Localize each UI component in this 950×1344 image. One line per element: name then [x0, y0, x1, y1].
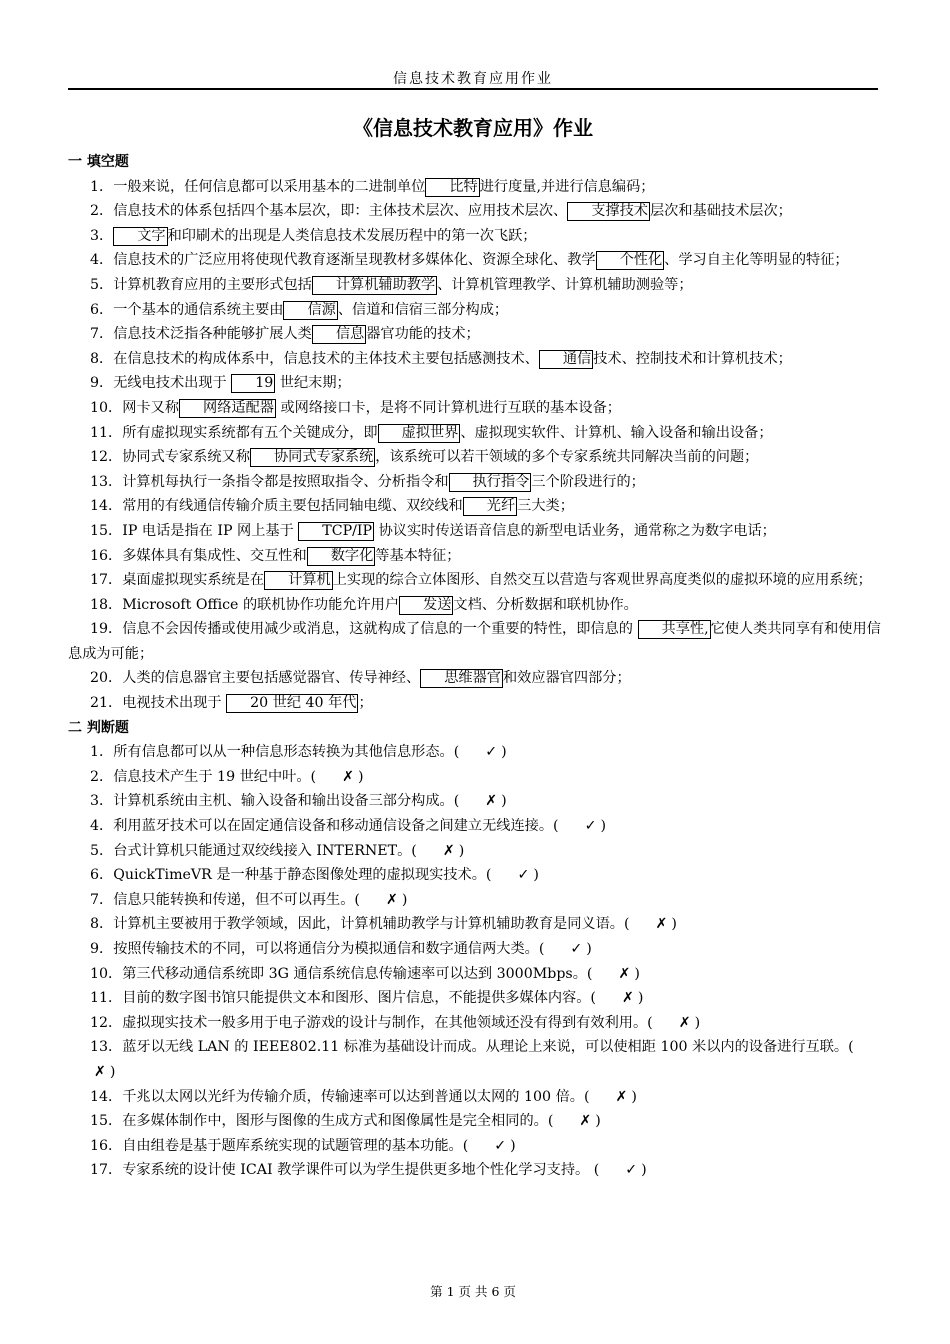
document-title: 《信息技术教育应用》作业	[353, 116, 593, 140]
answer-box: 光纤	[463, 497, 517, 516]
fill-in-item	[68, 445, 882, 470]
true-false-item	[68, 789, 882, 814]
question-text: 三大类；	[517, 498, 574, 515]
answer-box: 计算机	[264, 571, 333, 590]
question-text: 器官功能的技术；	[366, 326, 480, 343]
check-mark-icon: ✓	[485, 744, 498, 761]
answer-box: 执行指令	[449, 473, 532, 492]
cross-mark-icon: ✗	[94, 1063, 106, 1080]
cross-mark-icon: ✗	[579, 1113, 592, 1130]
answer-box: 虚拟世界	[378, 424, 461, 443]
fill-in-item	[68, 568, 882, 593]
true-false-item	[68, 1085, 882, 1110]
answer-box: 协同式专家系统	[250, 448, 375, 467]
statement-text: 9．按照传输技术的不同，可以将通信分为模拟通信和数字通信两大类。(	[90, 941, 545, 957]
true-false-list	[68, 740, 882, 1183]
fill-in-item	[68, 470, 882, 495]
question-text: 层次和基础技术层次；	[649, 203, 792, 220]
answer-box: 思维器官	[420, 669, 503, 688]
question-text: 3．	[90, 227, 114, 244]
statement-text: 16．自由组卷是基于题库系统实现的试题管理的基本功能。(	[90, 1137, 469, 1154]
question-text: 6．一个基本的通信系统主要由	[90, 301, 284, 318]
fill-in-item	[68, 396, 882, 421]
statement-close: )	[637, 990, 644, 1007]
true-false-item	[68, 912, 882, 937]
running-header: 信息技术教育应用作业	[393, 71, 553, 87]
statement-text: 8．计算机主要被用于教学领域，因此，计算机辅助教学与计算机辅助教育是同义语。(	[90, 916, 630, 933]
question-text: 13．计算机每执行一条指令都是按照取指令、分析指令和	[90, 473, 449, 490]
statement-text: 1．所有信息都可以从一种信息形态转换为其他信息形态。(	[90, 744, 460, 761]
cross-mark-icon: ✗	[621, 990, 634, 1007]
check-mark-icon: ✓	[570, 941, 583, 957]
statement-text: 13．蓝牙以无线 LAN 的 IEEE802.11 标准为基础设计而成。从理论上来说，可以使相距 100 米以内的设备进行互联。(	[90, 1039, 854, 1056]
fill-in-item	[68, 666, 882, 691]
question-text: 4．信息技术的广泛应用将使现代教育逐渐呈现教材多媒体化、资源全球化、教学	[90, 252, 596, 269]
statement-close: )	[641, 1162, 647, 1179]
question-text: 等基本特征；	[375, 547, 461, 564]
check-mark-icon: ✓	[584, 818, 597, 835]
answer-box: 20 世纪 40 年代	[226, 694, 358, 713]
true-false-item	[68, 765, 882, 790]
question-text: 19．信息不会因传播或使用减少或消息，这就构成了信息的一个重要的特性，即信息的	[90, 621, 638, 638]
question-text: 21．电视技术出现于	[90, 695, 227, 712]
statement-close: )	[600, 818, 607, 835]
fill-in-item	[68, 617, 882, 666]
question-text: 三个阶段进行的；	[531, 473, 645, 490]
section-heading-true-false: 二 判断题	[68, 719, 129, 736]
question-text: 5．计算机教育应用的主要形式包括	[90, 276, 312, 293]
fill-in-item	[68, 224, 882, 249]
cross-mark-icon: ✗	[615, 1088, 628, 1105]
fill-in-item	[68, 519, 882, 544]
check-mark-icon: ✓	[625, 1162, 638, 1179]
statement-text: 10．第三代移动通信系统即 3G 通信系统信息传输速率可以达到 3000Mbps。(	[90, 965, 593, 982]
statement-text: 3．计算机系统由主机、输入设备和输出设备三部分构成。(	[90, 793, 460, 810]
statement-close: )	[357, 768, 364, 785]
question-text: 2．信息技术的体系包括四个基本层次，即：主体技术层次、应用技术层次、	[90, 203, 568, 220]
statement-close: )	[586, 941, 592, 957]
answer-box: 共享性,	[638, 620, 711, 639]
question-text: 20．人类的信息器官主要包括感觉器官、传导神经、	[90, 670, 421, 687]
question-text: 文档、分析数据和联机协作。	[453, 596, 638, 613]
section-heading-fill-in: 一 填空题	[68, 154, 129, 170]
question-text: 和效应器官四部分；	[502, 670, 631, 687]
statement-text: 4．利用蓝牙技术可以在固定通信设备和移动通信设备之间建立无线连接。(	[90, 818, 559, 835]
question-text: 10．网卡又称	[90, 399, 179, 416]
cross-mark-icon: ✗	[618, 965, 631, 982]
statement-text: 7．信息只能转换和传递，但不可以再生。(	[90, 891, 360, 908]
true-false-item	[68, 1109, 882, 1134]
question-text: 和印刷术的出现是人类信息技术发展历程中的第一次飞跃；	[167, 227, 537, 244]
statement-close: )	[401, 891, 408, 908]
fill-in-item	[68, 593, 882, 618]
fill-in-item	[68, 199, 882, 224]
question-text: 1．一般来说，任何信息都可以采用基本的二进制单位	[90, 178, 426, 195]
answer-box: 数字化	[307, 547, 376, 566]
question-text: ，该系统可以若干领域的多个专家系统共同解决当前的问题；	[375, 449, 759, 466]
question-text: 15．IP 电话是指在 IP 网上基于	[90, 522, 299, 539]
answer-box: 比特	[425, 178, 479, 197]
true-false-item	[68, 986, 882, 1011]
header-rule	[68, 88, 878, 90]
fill-in-list	[68, 175, 882, 716]
question-text: 技术、控制技术和计算机技术；	[593, 350, 792, 367]
question-text: 14．常用的有线通信传输介质主要包括同轴电缆、双绞线和	[90, 498, 463, 515]
statement-text: 14．千兆以太网以光纤为传输介质，传输速率可以达到普通以太网的 100 倍。(	[90, 1088, 590, 1105]
answer-box: 19	[231, 374, 275, 393]
answer-box: 信源	[283, 301, 337, 320]
statement-close: )	[595, 1113, 601, 1130]
question-text: 世纪末期；	[275, 375, 351, 392]
statement-close: )	[501, 744, 507, 761]
statement-text: 6．QuickTimeVR 是一种基于静态图像处理的虚拟现实技术。(	[90, 867, 492, 884]
question-text: 8．在信息技术的构成体系中，信息技术的主体技术主要包括感测技术、	[90, 350, 539, 367]
check-mark-icon: ✓	[494, 1137, 507, 1154]
check-mark-icon: ✓	[517, 867, 530, 884]
statement-close: )	[634, 965, 640, 982]
page-footer: 第 1 页 共 6 页	[430, 1284, 516, 1299]
answer-box: 支撑技术	[567, 202, 650, 221]
fill-in-item	[68, 371, 882, 396]
question-text: 18．Microsoft Office 的联机协作功能允许用户	[90, 596, 400, 613]
true-false-item	[68, 937, 882, 962]
question-text: 16．多媒体具有集成性、交互性和	[90, 547, 307, 564]
question-text: 、虚拟现实软件、计算机、输入设备和输出设备；	[460, 424, 773, 441]
fill-in-item	[68, 421, 882, 446]
statement-close: )	[501, 793, 507, 810]
statement-close: )	[458, 842, 465, 859]
answer-box: 计算机辅助教学	[312, 276, 437, 295]
cross-mark-icon: ✗	[485, 793, 498, 810]
true-false-item	[68, 863, 882, 888]
cross-mark-icon: ✗	[678, 1014, 691, 1031]
statement-close: )	[671, 916, 677, 933]
statement-text: 12．虚拟现实技术一般多用于电子游戏的设计与制作，在其他领域还没有得到有效利用。(	[90, 1014, 653, 1031]
question-text: 7．信息技术泛指各种能够扩展人类	[90, 326, 312, 343]
statement-close: )	[533, 867, 539, 884]
statement-close: )	[510, 1137, 516, 1154]
true-false-item	[68, 1035, 882, 1084]
statement-close: )	[109, 1063, 116, 1080]
question-text: 、学习自主化等明显的特征；	[664, 252, 849, 269]
true-false-item	[68, 814, 882, 839]
cross-mark-icon: ✗	[655, 916, 668, 933]
statement-text: 2．信息技术产生于 19 世纪中叶。(	[90, 768, 317, 785]
statement-text: 5．台式计算机只能通过双绞线接入 INTERNET。(	[90, 842, 417, 859]
cross-mark-icon: ✗	[442, 842, 455, 859]
true-false-item	[68, 888, 882, 913]
true-false-item	[68, 740, 882, 765]
question-text: 17．桌面虚拟现实系统是在	[90, 572, 265, 589]
question-text: 、信道和信宿三部分构成；	[337, 301, 509, 318]
document-body	[68, 150, 882, 1183]
fill-in-item	[68, 248, 882, 273]
question-text: 协议实时传送语音信息的新型电话业务，通常称之为数字电话；	[374, 522, 776, 539]
answer-box: 文字	[113, 227, 167, 246]
true-false-item	[68, 839, 882, 864]
fill-in-item	[68, 494, 882, 519]
fill-in-item	[68, 347, 882, 372]
cross-mark-icon: ✗	[385, 891, 398, 908]
answer-box: 通信	[539, 350, 593, 369]
statement-close: )	[694, 1014, 701, 1031]
cross-mark-icon: ✗	[342, 768, 354, 785]
statement-text: 15．在多媒体制作中，图形与图像的生成方式和图像属性是完全相同的。(	[90, 1113, 554, 1130]
fill-in-item	[68, 691, 882, 716]
fill-in-item	[68, 298, 882, 323]
fill-in-item	[68, 544, 882, 569]
question-text: 进行度量,并进行信息编码；	[479, 178, 655, 195]
statement-close: )	[631, 1088, 637, 1105]
answer-box: 网络适配器	[179, 399, 276, 418]
question-text: 12．协同式专家系统又称	[90, 449, 250, 466]
true-false-item	[68, 1134, 882, 1159]
true-false-item	[68, 1158, 882, 1183]
answer-box: 发送	[399, 596, 453, 615]
question-text: 它使人类共同享有和使用信息成为可能；	[68, 621, 881, 662]
statement-text: 17．专家系统的设计使 ICAI 教学课件可以为学生提供更多地个性化学习支持。 (	[90, 1162, 600, 1179]
fill-in-item	[68, 322, 882, 347]
true-false-item	[68, 962, 882, 987]
question-text: 、计算机管理教学、计算机辅助测验等；	[437, 276, 693, 293]
question-text: ；	[358, 695, 373, 712]
fill-in-item	[68, 273, 882, 298]
answer-box: 信息	[312, 325, 366, 344]
fill-in-item	[68, 175, 882, 200]
statement-text: 11．目前的数字图书馆只能提供文本和图形、图片信息，不能提供多媒体内容。(	[90, 990, 596, 1007]
true-false-item	[68, 1011, 882, 1036]
question-text: 上实现的综合立体图形、自然交互以营造与客观世界高度类似的虚拟环境的应用系统；	[332, 572, 872, 589]
question-text: 11．所有虚拟现实系统都有五个关键成分，即	[90, 424, 378, 441]
question-text: 9．无线电技术出现于	[90, 375, 232, 392]
answer-box: TCP/IP	[298, 522, 374, 541]
answer-box: 个性化	[596, 251, 665, 270]
question-text: 或网络接口卡，是将不同计算机进行互联的基本设备；	[275, 399, 621, 416]
